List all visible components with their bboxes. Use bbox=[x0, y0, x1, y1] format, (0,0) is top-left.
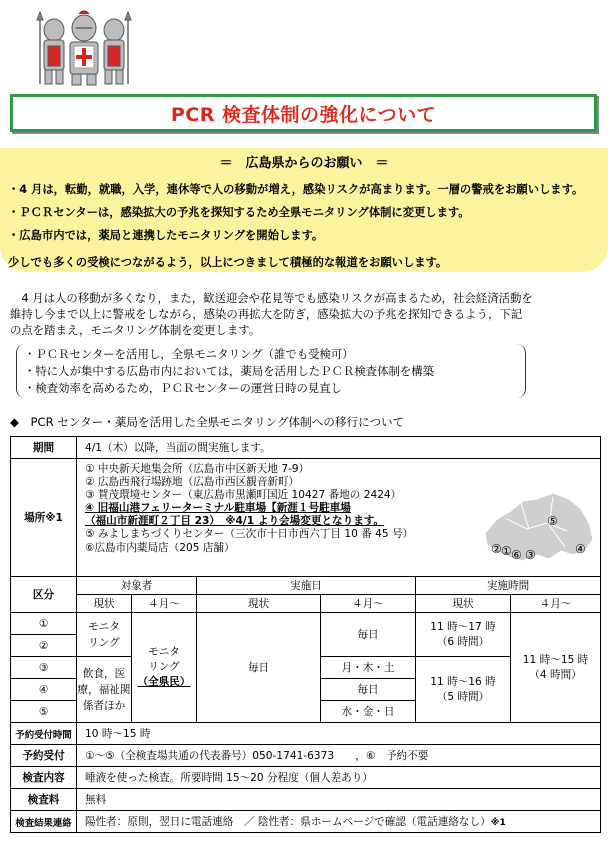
row-number: ⑤ bbox=[11, 701, 77, 723]
result-value: 陽性者：原則，翌日に電話連絡 ／ 陰性者：県ホームページで確認（電話連絡なし） bbox=[85, 816, 491, 828]
date-april-3: 月・木・土 bbox=[321, 657, 416, 679]
sub-april: ４月～ bbox=[132, 595, 197, 613]
period-value: 4/1（木）以降，当面の間実施します。 bbox=[77, 437, 601, 459]
time-line: 11 時～15 時 bbox=[522, 653, 589, 666]
col-time: 実施時間 bbox=[416, 577, 601, 595]
place-list-cell bbox=[77, 459, 601, 577]
target-april-line: （全県民） bbox=[137, 676, 191, 688]
result-cell bbox=[77, 811, 601, 833]
hiroshima-map-icon bbox=[477, 489, 597, 571]
col-target: 対象者 bbox=[77, 577, 197, 595]
sub-current: 現状 bbox=[197, 595, 321, 613]
target-current-others: 飲食，医 療，福祉関 係者ほか bbox=[77, 657, 132, 723]
sub-current: 現状 bbox=[77, 595, 132, 613]
intro-line: 4 月は人の移動が多くなり，また，歓送迎会や花見等でも感染リスクが高まるため，社会経済活動を bbox=[10, 291, 533, 305]
period-label: 期間 bbox=[11, 437, 77, 459]
target-april-cell bbox=[132, 613, 197, 723]
title-banner bbox=[10, 94, 597, 132]
intro-line: 維持し今まで以上に警戒をしながら，感染の再拡大を防ぎ，感染拡大の予兆を探知できるよう，下記 bbox=[10, 307, 523, 321]
place-item: （福山市新涯町２丁目 23） ※4/1 より会場変更となります。 bbox=[85, 515, 385, 528]
map-marker: ④ bbox=[575, 542, 586, 556]
section-heading: ◆ PCR センター・薬局を活用した全県モニタリング体制への移行について bbox=[10, 415, 405, 429]
summary-point: ・特に人が集中する広島市内においては，薬局を活用したＰＣＲ検査体制を構築 bbox=[24, 364, 435, 378]
place-item: ① 中央新天地集会所（広島市中区新天地 7-9） bbox=[85, 463, 310, 475]
notice-bullet: ・ＰＣＲセンターは，感染拡大の予兆を探知するため全県モニタリング体制に変更します。 bbox=[8, 206, 470, 219]
row-number: ① bbox=[11, 613, 77, 635]
place-item: ② 広島西飛行場跡地（広島市西区観音新町） bbox=[85, 476, 300, 489]
time-line: 11 時～17 時 bbox=[430, 620, 496, 633]
time-april bbox=[511, 613, 601, 723]
result-note: ※1 bbox=[490, 818, 506, 828]
row-number: ③ bbox=[11, 657, 77, 679]
time-line: （6 時間） bbox=[436, 635, 490, 648]
result-label: 検査結果連絡 bbox=[11, 811, 77, 833]
date-april-5: 水・金・日 bbox=[321, 701, 416, 723]
intro-line: の点を踏まえ，モニタリング体制を変更します。 bbox=[10, 323, 261, 337]
sub-april: ４月～ bbox=[511, 595, 601, 613]
map-marker: ⑥ bbox=[511, 548, 522, 562]
place-item: ③ 賀茂環境センター（東広島市黒瀬町国近 10427 番地の 2424） bbox=[85, 489, 402, 502]
place-item: ④ 旧福山港フェリーターミナル駐車場【新涯１号駐車場 bbox=[85, 502, 351, 515]
notice-closing: 少しでも多くの受検につながるよう，以上につきまして積極的な報道をお願いします。 bbox=[8, 256, 448, 269]
summary-point: ・検査効率を高めるため，ＰＣＲセンターの運営日時の見直し bbox=[24, 381, 343, 395]
sub-current: 現状 bbox=[416, 595, 511, 613]
row-number: ④ bbox=[11, 679, 77, 701]
reserve-time-label: 予約受付時間 bbox=[11, 723, 77, 745]
time-current-345 bbox=[416, 657, 511, 723]
target-current-monitor: モニタ リング bbox=[77, 613, 132, 657]
sub-april: ４月～ bbox=[321, 595, 416, 613]
place-item: ⑥広島市内薬局店（205 店舗） bbox=[85, 541, 235, 554]
map-marker: ⑤ bbox=[547, 514, 558, 528]
map-marker: ② bbox=[491, 542, 502, 556]
summary-point: ・ＰＣＲセンターを活用し，全県モニタリング（誰でも受検可） bbox=[24, 347, 354, 361]
monitoring-table bbox=[10, 436, 601, 833]
date-current: 毎日 bbox=[197, 613, 321, 723]
col-date: 実施日 bbox=[197, 577, 416, 595]
fee-value: 無料 bbox=[77, 789, 601, 811]
page-title: PCR 検査体制の強化について bbox=[170, 103, 437, 126]
fee-label: 検査料 bbox=[11, 789, 77, 811]
reserve-value: ①～⑤（全検査場共通の代表番号）050-1741-6373 ，⑥ 予約不要 bbox=[77, 745, 601, 767]
knights-mascot-logo bbox=[34, 8, 134, 88]
time-line: （4 時間） bbox=[529, 668, 582, 681]
target-april-line: モニタ bbox=[148, 646, 180, 658]
kubun-label: 区分 bbox=[11, 577, 77, 613]
notice-bullet: ・広島市内では，薬局と連携したモニタリングを開始します。 bbox=[8, 229, 324, 242]
time-line: （5 時間） bbox=[436, 690, 490, 703]
content-label: 検査内容 bbox=[11, 767, 77, 789]
time-line: 11 時～16 時 bbox=[430, 675, 496, 688]
date-april-12: 毎日 bbox=[321, 613, 416, 657]
map-marker: ③ bbox=[525, 548, 536, 562]
time-current-12 bbox=[416, 613, 511, 657]
row-number: ② bbox=[11, 635, 77, 657]
date-april-4: 毎日 bbox=[321, 679, 416, 701]
place-item: ⑤ みよしまちづくりセンター（三次市十日市西六丁目 10 番 45 号） bbox=[85, 528, 414, 541]
map-marker: ① bbox=[501, 544, 512, 558]
place-label-text: 場所※1 bbox=[24, 512, 63, 524]
reserve-time-value: 10 時～15 時 bbox=[77, 723, 601, 745]
place-label bbox=[11, 459, 77, 577]
reserve-label: 予約受付 bbox=[11, 745, 77, 767]
content-value: 唾液を使った検査。所要時間 15～20 分程度（個人差あり） bbox=[77, 767, 601, 789]
notice-bullet: ・4 月は，転勤，就職，入学，連休等で人の移動が増え，感染リスクが高まります。一層の警戒をお願いします。 bbox=[8, 183, 584, 196]
notice-heading: ＝ 広島県からのお願い ＝ bbox=[219, 156, 389, 171]
target-april-line: リング bbox=[148, 661, 180, 673]
